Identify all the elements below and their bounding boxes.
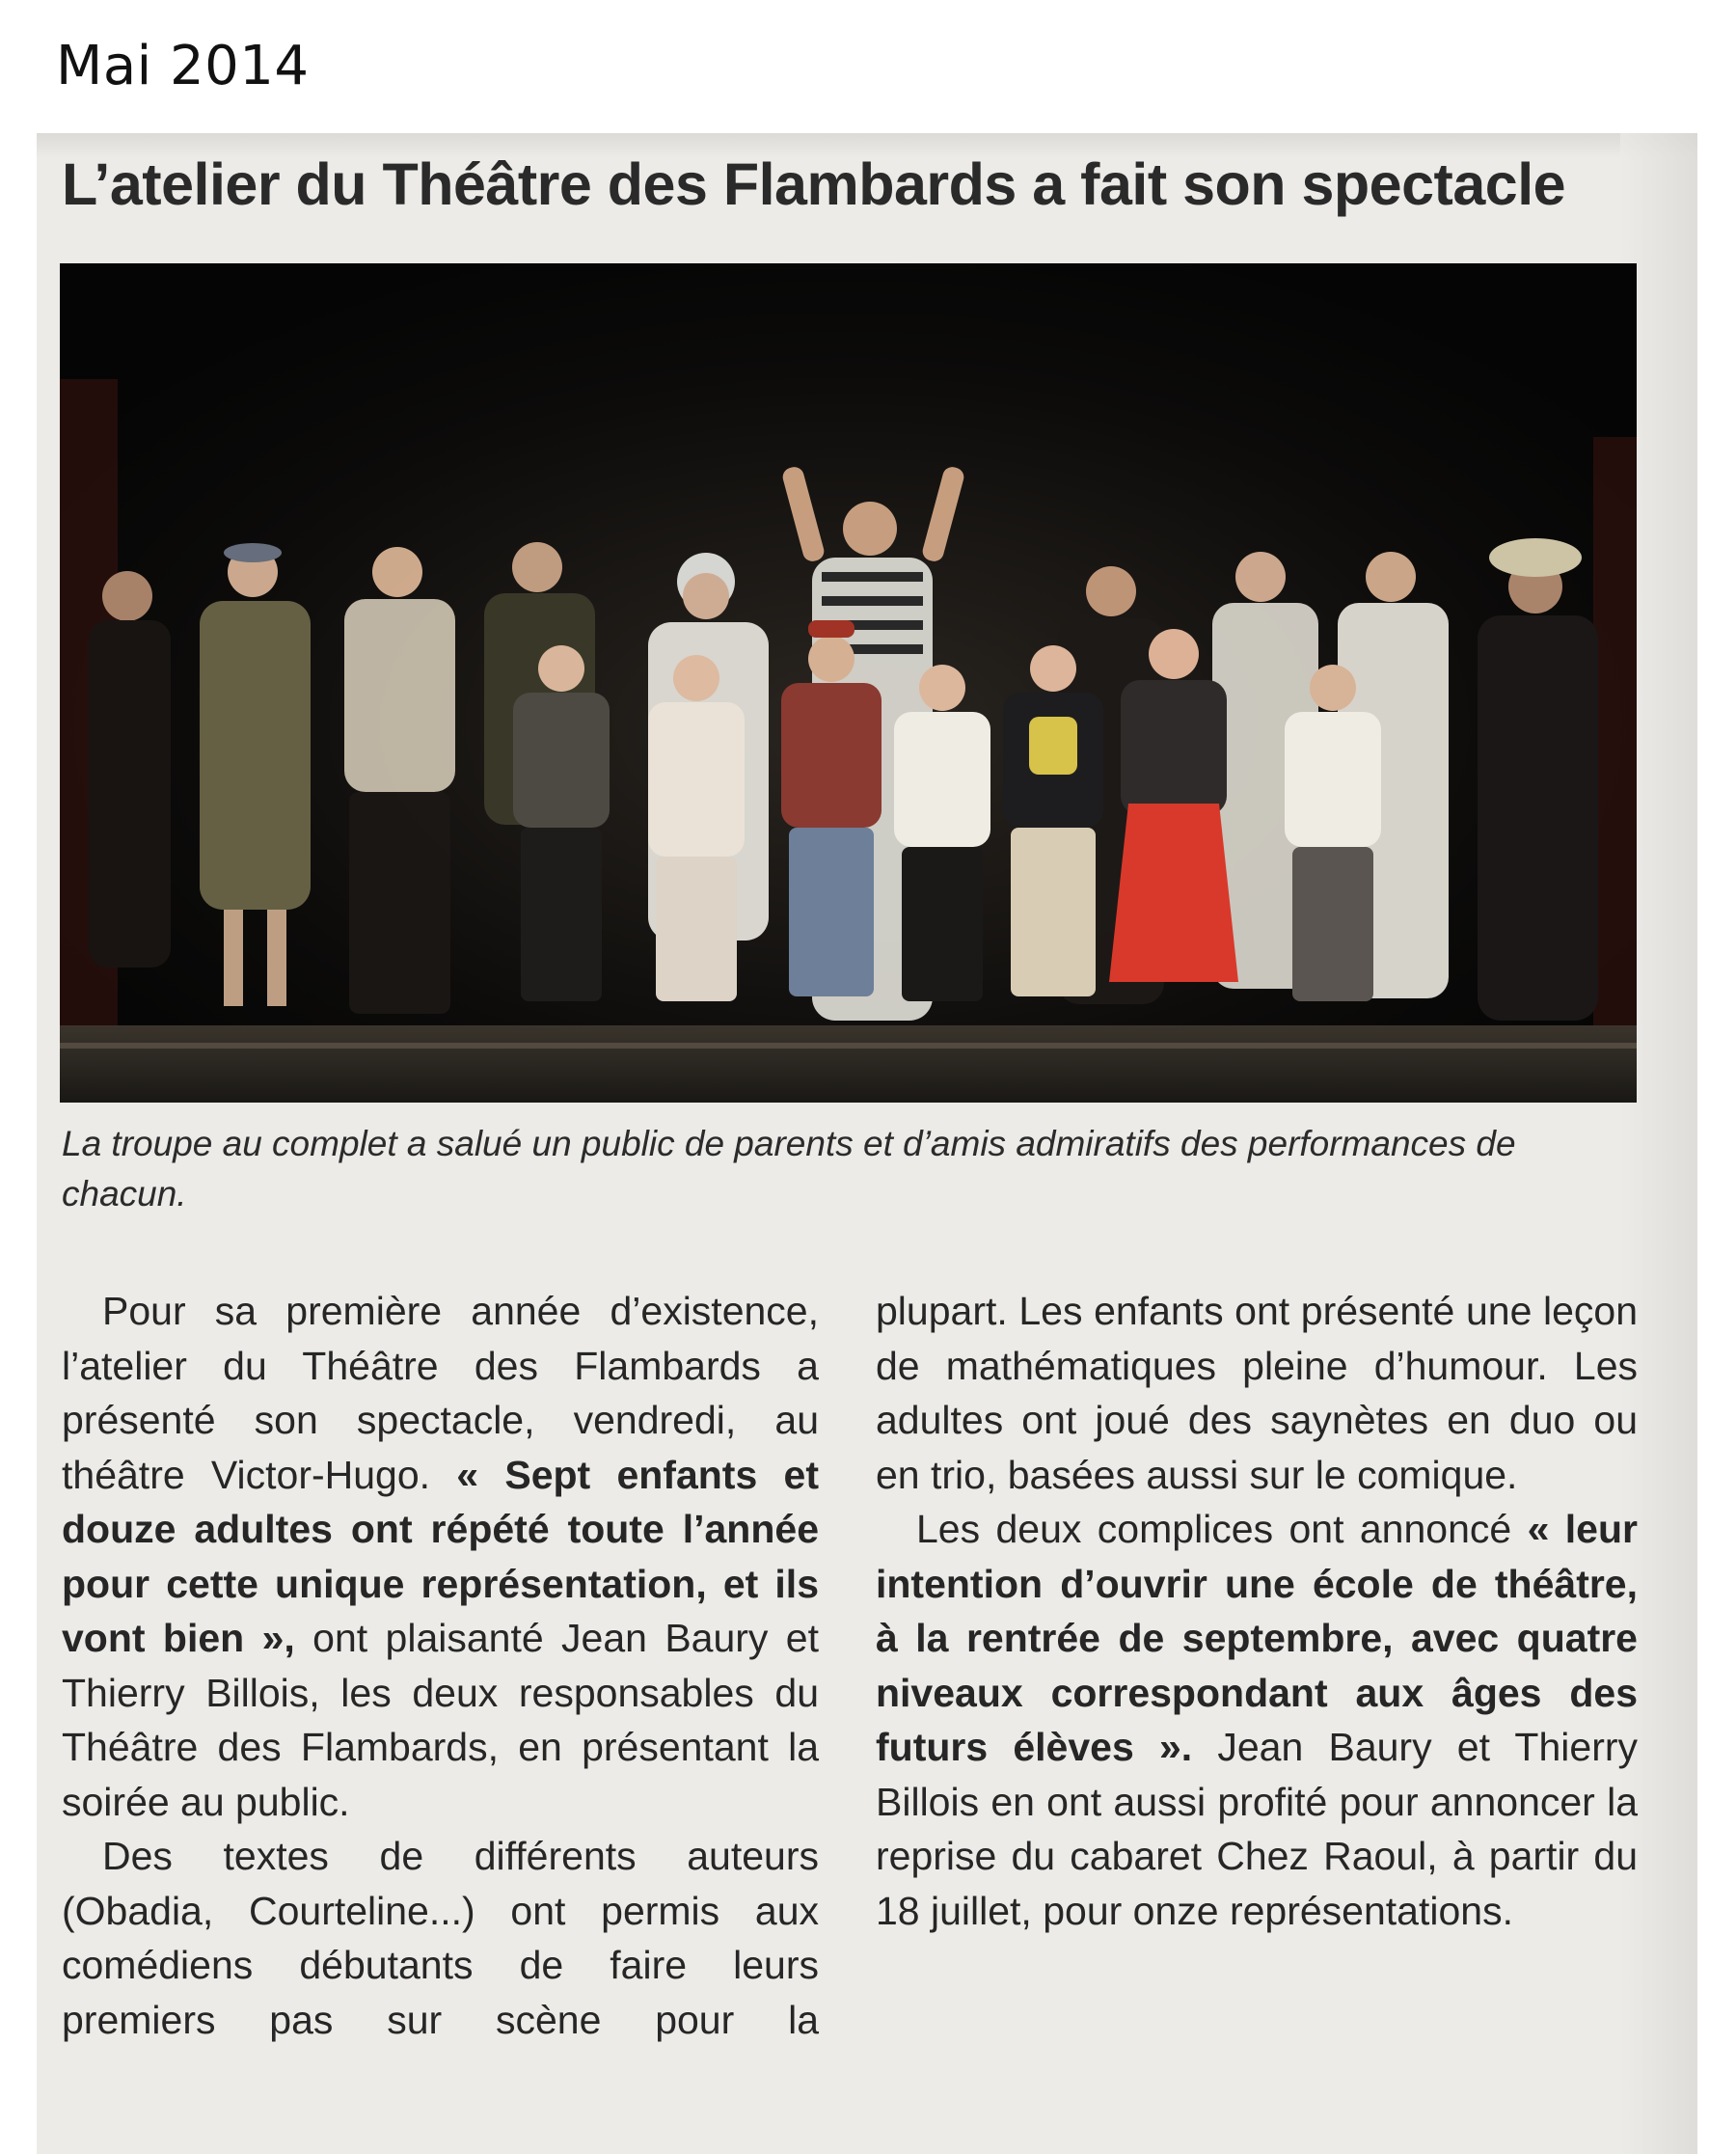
article-column-left bbox=[62, 1284, 819, 2047]
child-2 bbox=[648, 655, 745, 1001]
child-5 bbox=[1003, 645, 1103, 996]
article-photo bbox=[60, 263, 1637, 1103]
paragraph-1-outro: ont plaisanté Jean Baury et Thierry Billois, les deux responsables du Théâtre des Flambards, en présentant la soirée au public. bbox=[62, 1616, 819, 1824]
child-4 bbox=[894, 665, 990, 1001]
paragraph-3-quote: « leur intention d’ouvrir une école de théâtre, à la rentrée de septembre, avec quatre niveaux correspondant aux âges des futurs élèves ». bbox=[876, 1507, 1638, 1769]
paragraph-3-outro: Jean Baury et Thierry Billois en ont aussi profité pour annoncer la reprise du cabaret Chez Raoul, à partir du 18 juillet, pour onze représentations. bbox=[876, 1725, 1638, 1933]
paragraph-1-quote: « Sept enfants et douze adultes ont répété toute l’année pour cette unique représentation, et ils vont bien », bbox=[62, 1452, 819, 1660]
stage-edge bbox=[60, 1043, 1637, 1049]
paragraph-1 bbox=[62, 1284, 819, 1829]
stage-photo-illustration bbox=[60, 263, 1637, 1103]
performer-3 bbox=[344, 547, 455, 1014]
article-column-right bbox=[876, 1284, 1638, 1938]
newspaper-clipping bbox=[37, 133, 1697, 2154]
paragraph-2-continued: plupart. Les enfants ont présenté une leçon de mathématiques pleine d’humour. Les adultes ont joué des saynètes en duo ou en trio, basées aussi sur le comique. bbox=[876, 1289, 1638, 1497]
paragraph-1-intro: Pour sa première année d’existence, l’atelier du Théâtre des Flambards a présenté son spectacle, vendredi, au théâtre Victor-Hugo. bbox=[62, 1289, 819, 1497]
paragraph-3-intro: Les deux complices ont annoncé bbox=[916, 1507, 1528, 1551]
performer-1 bbox=[89, 571, 171, 968]
article-headline: L’atelier du Théâtre des Flambards a fait son spectacle bbox=[62, 151, 1566, 217]
date-label: Mai 2014 bbox=[56, 35, 310, 97]
photo-caption: La troupe au complet a salué un public de parents et d’amis admiratifs des performances de chacun. bbox=[62, 1124, 1516, 1213]
child-1 bbox=[513, 645, 610, 1001]
paragraph-2: Des textes de différents auteurs (Obadia, Courteline...) ont permis aux comédiens débutants de faire leurs premiers pas sur scène pour la bbox=[62, 1834, 819, 2042]
stage-curtain-right bbox=[1593, 437, 1637, 1054]
child-7 bbox=[1285, 665, 1381, 1001]
paragraph-3 bbox=[876, 1502, 1638, 1938]
stage-floor bbox=[60, 1025, 1637, 1103]
